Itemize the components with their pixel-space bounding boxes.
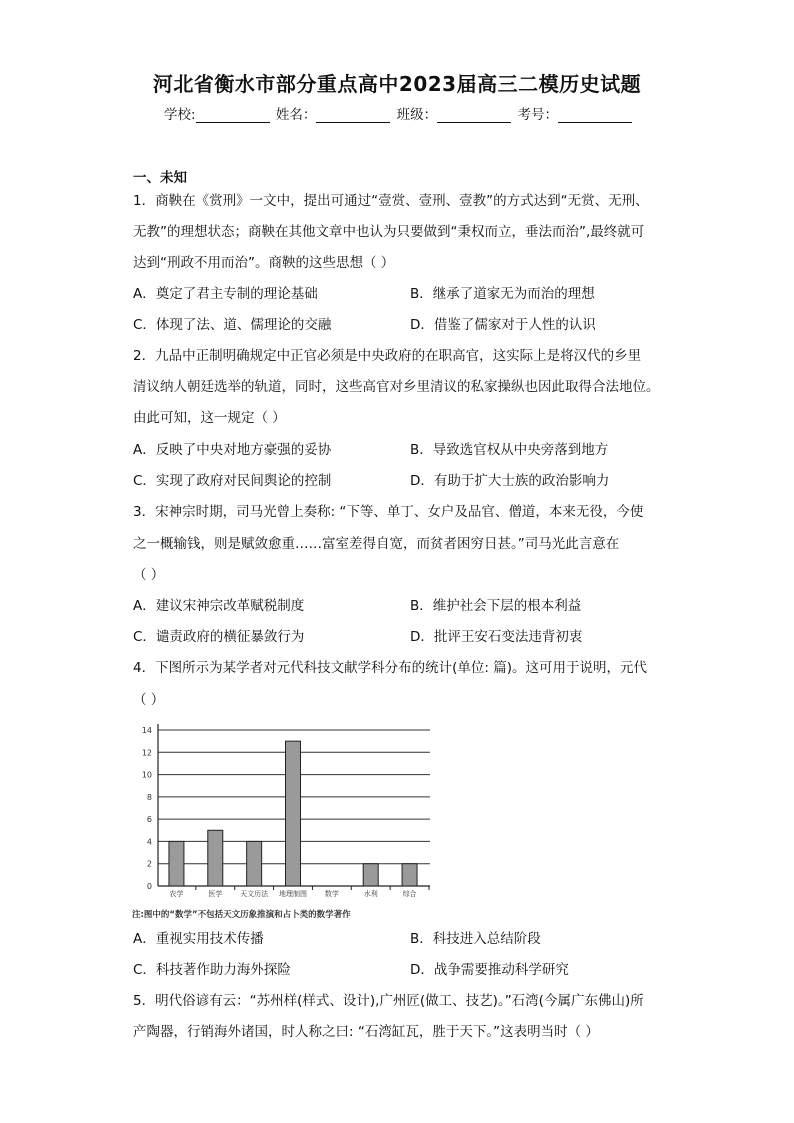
chart-note: 注:图中的“数学”不包括天文历象推演和占卜类的数学著作 [132, 910, 351, 920]
q3-option-d[interactable]: D．批评王安石变法违背初衷 [410, 629, 583, 645]
school-label: 学校: [164, 107, 196, 123]
q4-option-d[interactable]: D．战争需要推动科学研究 [410, 962, 569, 978]
exam-number-label: 考号： [517, 107, 558, 123]
x-tick-label: 数学 [324, 890, 339, 898]
q4-option-a[interactable]: A．重视实用技术传播 [133, 931, 264, 947]
q2-option-d[interactable]: D．有助于扩大士族的政治影响力 [410, 473, 610, 489]
discipline-bar-chart [130, 716, 440, 922]
q2-option-c[interactable]: C．实现了政府对民间舆论的控制 [133, 473, 332, 489]
x-tick-label: 地理制图 [279, 890, 307, 898]
x-tick-label: 医学 [208, 890, 223, 898]
q3-option-c[interactable]: C．谴责政府的横征暴敛行为 [133, 629, 305, 645]
q5-line-2: 产陶器，行销海外诸国，时人称之曰: “石湾缸瓦，胜于天下。”这表明当时（ ） [133, 1024, 599, 1040]
y-tick-label: 0 [146, 882, 152, 891]
q2-option-b[interactable]: B．导致选官权从中央旁落到地方 [410, 442, 609, 458]
class-blank[interactable] [437, 108, 511, 123]
bar [208, 830, 223, 886]
q1-option-b[interactable]: B．继承了道家无为而治的理想 [410, 286, 595, 302]
bar [247, 841, 262, 886]
q3-line-1: 3．宋神宗时期，司马光曾上奏称: “下等、单丁、女户及品官、僧道，本来无役，今使 [133, 504, 644, 520]
q2-line-1: 2．九品中正制明确规定中正官必须是中央政府的在职高官，这实际上是将汉代的乡里 [133, 348, 642, 364]
q3-option-b[interactable]: B．维护社会下层的根本利益 [410, 598, 582, 614]
name-blank[interactable] [316, 108, 390, 123]
q3-line-2: 之一概输钱，则是赋敛愈重……富室差得自宽，而贫者困穷日甚。”司马光此言意在 [133, 536, 620, 552]
bar [286, 741, 301, 886]
chart-y-tick-labels [142, 726, 152, 891]
x-tick-label: 综合 [402, 890, 417, 898]
exam-title: 河北省衡水市部分重点高中2023届高三二模历史试题 [152, 72, 642, 96]
y-tick-label: 8 [146, 792, 152, 802]
q1-option-d[interactable]: D．借鉴了儒家对于人性的认识 [410, 317, 596, 333]
q2-line-2: 清议纳人朝廷选举的轨道，同时，这些高官对乡里清议的私家操纵也因此取得合法地位。 [133, 379, 660, 395]
x-tick-label: 天文历法 [240, 890, 269, 898]
q1-line-2: 无教”的理想状态；商鞅在其他文章中也认为只要做到“秉权而立，垂法而治”,最终就可 [133, 224, 645, 240]
y-tick-label: 4 [146, 837, 152, 847]
chart-x-tick-labels [169, 889, 416, 898]
q4-option-b[interactable]: B．科技进入总结阶段 [410, 931, 541, 947]
bar [402, 864, 417, 886]
x-tick-label: 水利 [363, 890, 378, 898]
q3-option-a[interactable]: A．建议宋神宗改革赋税制度 [133, 598, 305, 614]
bar [169, 841, 184, 886]
chart-bars [169, 741, 417, 886]
y-tick-label: 2 [146, 859, 152, 869]
student-info-line [164, 103, 634, 123]
q4-line-1: 4．下图所示为某学者对元代科技文献学科分布的统计(单位: 篇)。这可用于说明，元代 [133, 660, 647, 676]
y-tick-label: 12 [141, 748, 152, 758]
bar [363, 864, 378, 886]
q2-option-a[interactable]: A．反映了中央对地方豪强的妥协 [133, 442, 332, 458]
x-tick-label: 农学 [169, 890, 184, 898]
q4-line-2: （ ） [133, 692, 165, 708]
q2-line-3: 由此可知，这一规定（ ） [133, 410, 286, 426]
class-label: 班级： [396, 107, 438, 123]
q5-line-1: 5．明代俗谚有云：“苏州样(样式、设计),广州匠(做工、技艺)。”石湾(今属广东佛山)所 [133, 993, 644, 1009]
q1-line-3: 达到“刑政不用而治”。商鞅的这些思想（ ） [133, 255, 395, 271]
name-label: 姓名： [275, 107, 317, 123]
y-tick-label: 14 [141, 726, 152, 735]
q1-option-a[interactable]: A．奠定了君主专制的理论基础 [133, 286, 318, 302]
school-blank[interactable] [196, 108, 270, 123]
q4-option-c[interactable]: C．科技著作助力海外探险 [133, 962, 291, 978]
exam-number-blank[interactable] [558, 108, 632, 123]
q1-option-c[interactable]: C．体现了法、道、儒理论的交融 [133, 317, 332, 333]
q1-line-1: 1．商鞅在《赏刑》一文中，提出可通过“壹赏、壹刑、壹教”的方式达到“无赏、无刑、 [133, 193, 649, 209]
section-heading: 一、未知 [133, 170, 187, 186]
q3-line-3: （ ） [133, 567, 165, 583]
y-tick-label: 6 [146, 815, 152, 825]
y-tick-label: 10 [141, 770, 152, 780]
